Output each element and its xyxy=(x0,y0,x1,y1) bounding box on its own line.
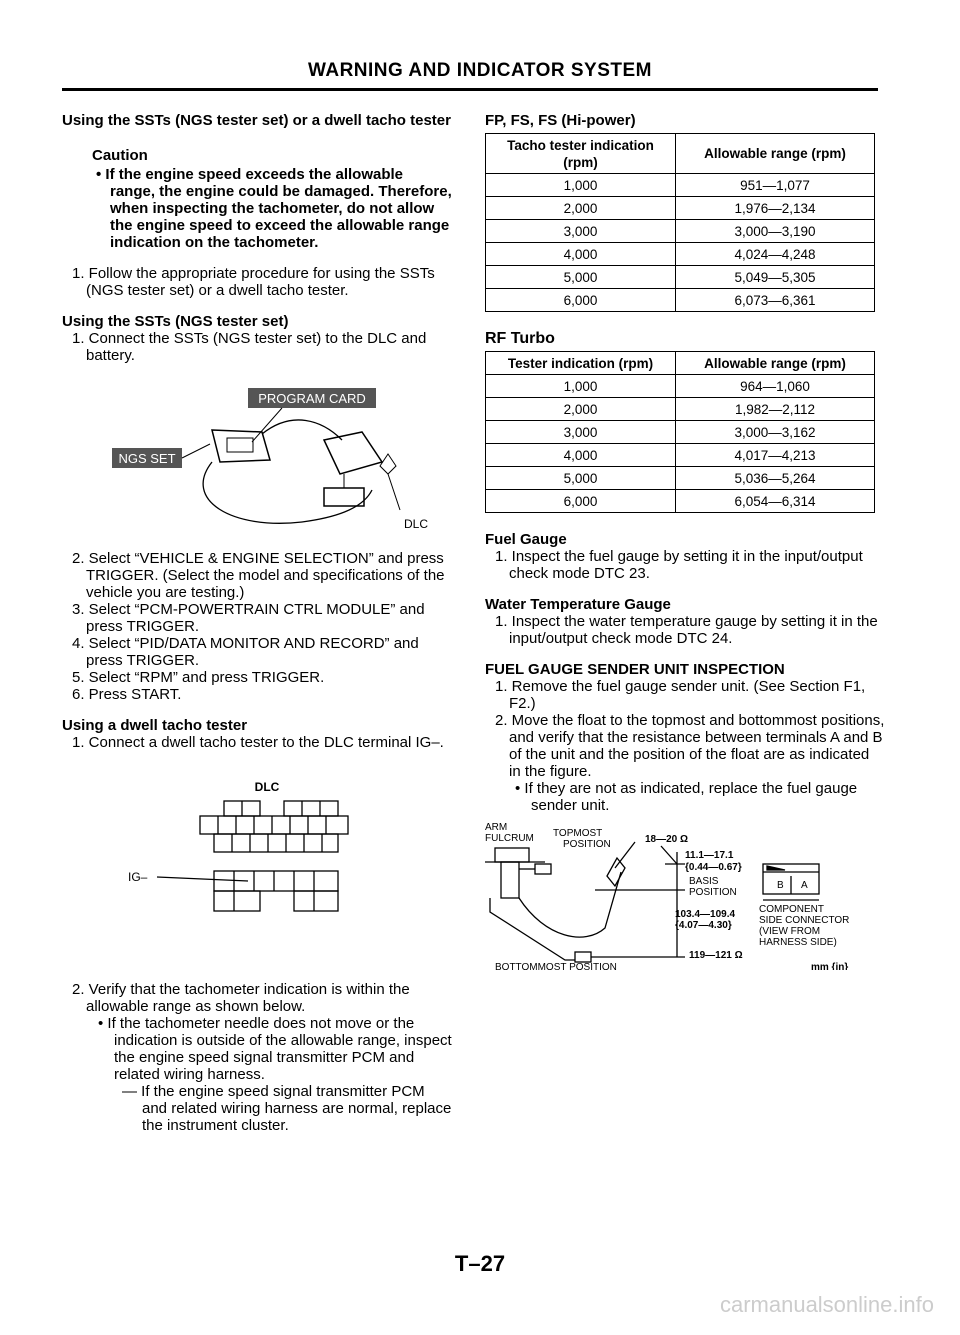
table1-header-col2: Allowable range (rpm) xyxy=(676,134,875,174)
header-rule xyxy=(62,88,878,91)
svg-text:HARNESS SIDE): HARNESS SIDE) xyxy=(759,937,837,948)
svg-text:SIDE CONNECTOR: SIDE CONNECTOR xyxy=(759,915,850,926)
ngs-step-3: 3. Select “PCM-POWERTRAIN CTRL MODULE” and press TRIGGER. xyxy=(72,601,425,635)
ngs-illustration xyxy=(62,370,452,540)
water-heading: Water Temperature Gauge xyxy=(485,596,671,613)
ngs-step-2: 2. Select “VEHICLE & ENGINE SELECTION” and press TRIGGER. (Select the model and specifications of the vehicle you are testing.) xyxy=(72,550,445,601)
table2-heading: RF Turbo xyxy=(485,330,555,347)
ngs-heading: Using the SSTs (NGS tester set) xyxy=(62,313,289,330)
svg-text:103.4—109.4: 103.4—109.4 xyxy=(675,909,736,920)
table-row: 3,000 3,000—3,190 xyxy=(486,220,875,243)
table-row: 4,000 4,024—4,248 xyxy=(486,243,875,266)
caution-title: Caution xyxy=(92,147,148,164)
svg-text:COMPONENT: COMPONENT xyxy=(759,904,824,915)
table-row: 3,000 3,000—3,162 xyxy=(486,421,875,444)
svg-text:POSITION: POSITION xyxy=(689,887,737,898)
sst-heading: Using the SSTs (NGS tester set) or a dwell tacho tester xyxy=(62,112,451,129)
ngs-figure xyxy=(62,370,452,540)
right-column xyxy=(485,112,885,970)
page-title: WARNING AND INDICATOR SYSTEM xyxy=(307,60,653,81)
ngs-steps xyxy=(62,550,452,703)
dlc-figure-label: DLC xyxy=(254,780,280,794)
svg-text:{4.07—4.30}: {4.07—4.30} xyxy=(675,920,732,931)
table-row: 5,000 5,049—5,305 xyxy=(486,266,875,289)
table-row: 2,000 1,976—2,134 xyxy=(486,197,875,220)
ig-label: IG– xyxy=(128,870,148,884)
verify-section xyxy=(62,981,452,1134)
sender-heading: FUEL GAUGE SENDER UNIT INSPECTION xyxy=(485,661,785,678)
svg-text:BOTTOMMOST POSITION: BOTTOMMOST POSITION xyxy=(495,962,617,970)
fuel-heading: Fuel Gauge xyxy=(485,531,567,548)
fuel-step: 1. Inspect the fuel gauge by setting it in the input/output check mode DTC 23. xyxy=(495,548,863,582)
table-row: 2,000 1,982—2,112 xyxy=(486,398,875,421)
svg-text:18—20 Ω: 18—20 Ω xyxy=(645,834,689,845)
page-number: T–27 xyxy=(454,1251,506,1276)
svg-text:119—121 Ω: 119—121 Ω xyxy=(689,950,743,961)
verify-dash: — If the engine speed signal transmitter PCM and related wiring harness are normal, replace the instrument cluster. xyxy=(122,1083,452,1134)
svg-text:FULCRUM: FULCRUM xyxy=(485,833,534,844)
table-row: 6,000 6,054—6,314 xyxy=(486,490,875,513)
verify-bullet: • If the tachometer needle does not move or the indication is outside of the allowable range, inspect the engine speed signal transmitter PCM and related wiring harness. xyxy=(98,1015,452,1083)
svg-text:A: A xyxy=(801,880,808,891)
sender-bullet: • If they are not as indicated, replace the fuel gauge sender unit. xyxy=(515,780,858,814)
svg-text:TOPMOST: TOPMOST xyxy=(553,828,603,839)
ngs-step-5: 5. Select “RPM” and press TRIGGER. xyxy=(72,669,325,686)
svg-text:POSITION: POSITION xyxy=(563,839,611,850)
dwell-step-1: 1. Connect a dwell tacho tester to the DLC terminal IG–. xyxy=(72,734,444,751)
table-row: 4,000 4,017—4,213 xyxy=(486,444,875,467)
table-row: 5,000 5,036—5,264 xyxy=(486,467,875,490)
svg-text:BASIS: BASIS xyxy=(689,876,719,887)
dlc-label: DLC xyxy=(404,517,429,531)
table-row: 6,000 6,073—6,361 xyxy=(486,289,875,312)
caution-bullet: • If the engine speed exceeds the allowable range, the engine could be damaged. Therefore, when inspecting the tachometer, do not allow the engine speed to exceed the allowable range indication on the tachometer. xyxy=(96,166,452,251)
ngs-set-label: NGS SET xyxy=(118,451,176,466)
svg-text:11.1—17.1: 11.1—17.1 xyxy=(685,850,734,861)
svg-text:B: B xyxy=(777,880,784,891)
table2-header-col1: Tester indication (rpm) xyxy=(486,352,676,375)
dlc-figure xyxy=(62,763,452,963)
step-1: 1. Follow the appropriate procedure for using the SSTs (NGS tester set) or a dwell tacho tester. xyxy=(72,265,435,299)
watermark: carmanualsonline.info xyxy=(719,1292,934,1317)
table2-header-col2: Allowable range (rpm) xyxy=(676,352,875,375)
table-row: 1,000 951—1,077 xyxy=(486,174,875,197)
program-card-label: PROGRAM CARD xyxy=(258,391,366,406)
dlc-connector-diagram xyxy=(62,763,452,963)
fp-fs-table xyxy=(485,133,875,312)
table1-header-col1: Tacho tester indication (rpm) xyxy=(486,134,676,174)
svg-text:ARM: ARM xyxy=(485,822,508,833)
rf-turbo-table xyxy=(485,351,875,513)
sender-step-1: 1. Remove the fuel gauge sender unit. (See Section F1, F2.) xyxy=(495,678,866,712)
svg-text:(VIEW FROM: (VIEW FROM xyxy=(759,926,821,937)
table-row: 1,000 964—1,060 xyxy=(486,375,875,398)
verify-step: 2. Verify that the tachometer indication is within the allowable range as shown below. xyxy=(72,981,410,1015)
sender-unit-diagram xyxy=(485,820,885,970)
dwell-heading: Using a dwell tacho tester xyxy=(62,717,248,734)
sender-unit-figure xyxy=(485,820,885,970)
left-column xyxy=(62,112,452,1134)
svg-text:mm {in}: mm {in} xyxy=(811,962,849,970)
svg-text:{0.44—0.67}: {0.44—0.67} xyxy=(685,862,742,873)
ngs-step-1: 1. Connect the SSTs (NGS tester set) to the DLC and battery. xyxy=(72,330,427,364)
table1-heading: FP, FS, FS (Hi-power) xyxy=(485,112,636,129)
fuel-gauge-section xyxy=(485,531,885,814)
ngs-step-4: 4. Select “PID/DATA MONITOR AND RECORD” and press TRIGGER. xyxy=(72,635,419,669)
caution-block xyxy=(92,147,452,251)
ngs-step-6: 6. Press START. xyxy=(72,686,182,703)
sender-step-2: 2. Move the float to the topmost and bottommost positions, and verify that the resistance between terminals A and B of the unit and the position of the float are as indicated in the figure. xyxy=(495,712,885,780)
water-step: 1. Inspect the water temperature gauge by setting it in the input/output check mode DTC 24. xyxy=(495,613,878,647)
